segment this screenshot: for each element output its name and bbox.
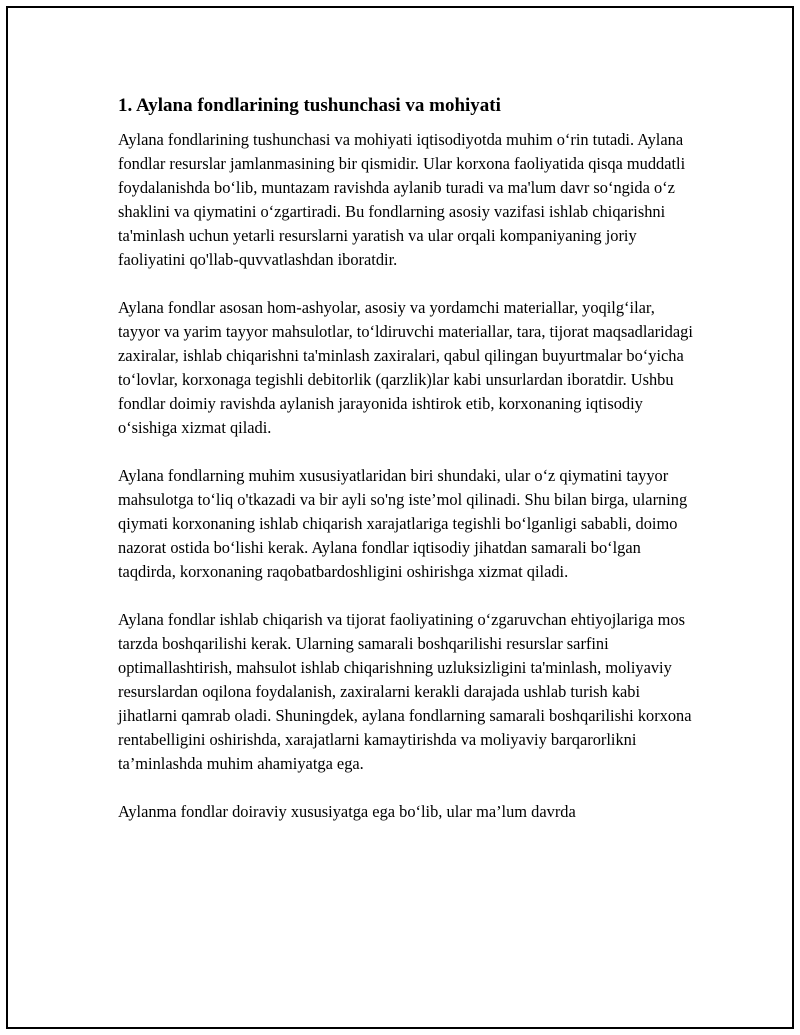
paragraph: Aylana fondlarining tushunchasi va mohiyati iqtisodiyotda muhim o‘rin tutadi. Aylana fondlar resurslar jamlanmasining bir qismidir. Ular korxona faoliyatida qisqa muddatli foydalanishda bo‘lib, muntazam ravishda aylanib turadi va ma'lum davr so‘ngida o‘z shaklini va qiymatini o‘zgartiradi. Bu fondlarning asosiy vazifasi ishlab chiqarishni ta'minlash uchun yetarli resurslarni yaratish va ular orqali kompaniyaning joriy faoliyatini qo'llab-quvvatlashdan iboratdir. [118,130,686,269]
paragraph: Aylanma fondlar doiraviy xususiyatga ega bo‘lib, ular ma’lum davrda [118,802,576,821]
section-heading: 1. Aylana fondlarining tushunchasi va mohiyati [118,95,501,116]
document-body [118,94,698,848]
paragraph: Aylana fondlarning muhim xususiyatlaridan biri shundaki, ular o‘z qiymatini tayyor mahsulotga to‘liq o'tkazadi va bir ayli so'ng iste’mol qilinadi. Shu bilan birga, ularning qiymati korxonaning ishlab chiqarish xarajatlariga tegishli bo‘lganligi sababli, doimo nazorat ostida bo‘lishi kerak. Aylana fondlar iqtisodiy jihatdan samarali bo‘lgan taqdirda, korxonaning raqobatbardoshligini oshirishga xizmat qiladi. [118,466,688,581]
paragraph: Aylana fondlar asosan hom-ashyolar, asosiy va yordamchi materiallar, yoqilg‘ilar, tayyor va yarim tayyor mahsulotlar, to‘ldiruvchi materiallar, tara, tijorat maqsadlaridagi zaxiralar, ishlab chiqarishni ta'minlash zaxiralari, qabul qilingan buyurtmalar bo‘yicha to‘lovlar, korxonaga tegishli debitorlik (qarzlik)lar kabi unsurlardan iboratdir. Ushbu fondlar doimiy ravishda aylanish jarayonida ishtirok etib, korxonaning iqtisodiy o‘sishiga xizmat qiladi. [118,298,693,437]
paragraph: Aylana fondlar ishlab chiqarish va tijorat faoliyatining o‘zgaruvchan ehtiyojlariga mos tarzda boshqarilishi kerak. Ularning samarali boshqarilishi resurslar sarfini optimallashtirish, mahsulot ishlab chiqarishning uzluksizligini ta'minlash, moliyaviy resurslardan oqilona foydalanish, zaxiralarni kerakli darajada ushlab turish kabi jihatlarni qamrab oladi. Shuningdek, aylana fondlarning samarali boshqarilishi korxona rentabelligini oshirishda, xarajatlarni kamaytirishda va moliyaviy barqarorlikni ta’minlashda muhim ahamiyatga ega. [118,610,692,773]
